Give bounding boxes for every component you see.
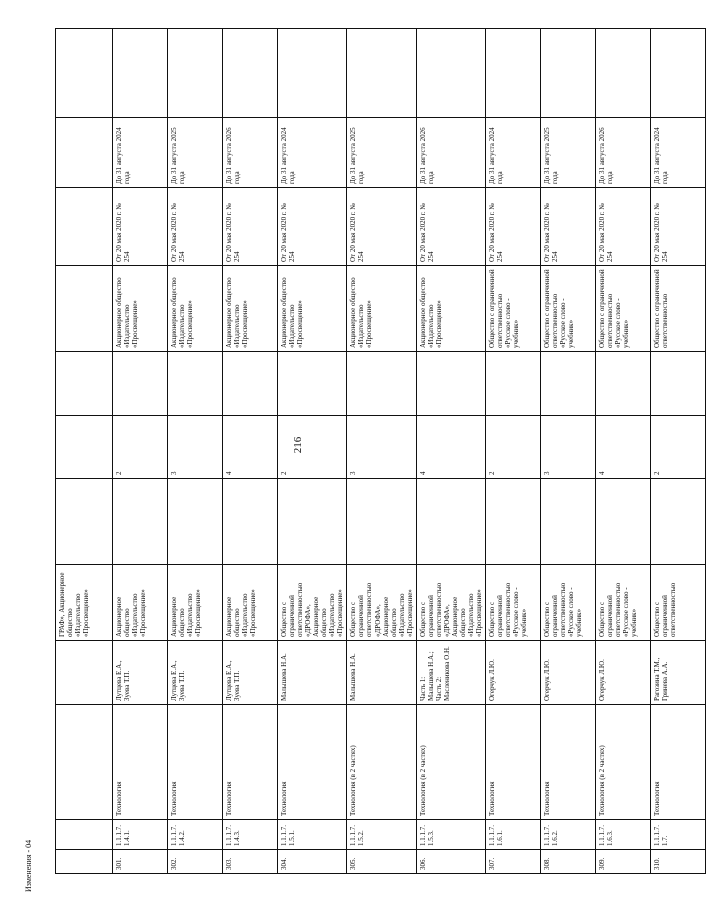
table-row (486, 29, 541, 874)
row-subject: Технология (168, 705, 223, 820)
row-organization: Акционерное общество «Издательство «Просвещение» (113, 266, 168, 352)
row-publisher: Акционерное общество «Издательство «Просвещение» (168, 565, 223, 641)
table-row (541, 29, 596, 874)
table-row (168, 29, 223, 874)
header-cell (56, 118, 113, 188)
header-cell (56, 416, 113, 479)
header-cell (56, 850, 113, 874)
row-code: 1.1.1.7.1.4.3. (223, 820, 278, 850)
header-cell: ГРАФ», Акционерное общество «Издательство «Просвещение» (56, 565, 113, 641)
row-organization: Акционерное общество «Издательство «Просвещение» (416, 266, 485, 352)
row-publisher: Акционерное общество «Издательство «Просвещение» (223, 565, 278, 641)
row-blank (596, 352, 651, 416)
row-code: 1.1.1.7.1.4.2. (168, 820, 223, 850)
row-grade: 3 (541, 416, 596, 479)
row-blank (651, 352, 706, 416)
row-extra (486, 29, 541, 118)
row-number: 301. (113, 850, 168, 874)
row-number: 302. (168, 850, 223, 874)
row-code: 1.1.1.7.1.7. (651, 820, 706, 850)
table-body (56, 29, 706, 874)
row-subject: Технология (223, 705, 278, 820)
row-publisher: Общество с ограниченной ответственностью «Русское слово - учебник» (486, 565, 541, 641)
row-grade: 4 (596, 416, 651, 479)
row-subject: Технология (486, 705, 541, 820)
row-extra (113, 29, 168, 118)
row-order: От 20 мая 2020 г. № 254 (541, 188, 596, 266)
header-cell (56, 820, 113, 850)
row-organization: Акционерное общество «Издательство «Просвещение» (223, 266, 278, 352)
row-blank (347, 479, 416, 565)
row-authors: Лутцева Е.А., Зуева Т.П. (113, 641, 168, 705)
row-blank (278, 479, 347, 565)
row-organization: Общество с ограниченной ответственностью «Русское слово - учебник» (541, 266, 596, 352)
row-order: От 20 мая 2020 г. № 254 (347, 188, 416, 266)
row-subject: Технология (651, 705, 706, 820)
row-term: До 31 августа 2026 года (223, 118, 278, 188)
footer-note: Изменения - 04 (24, 839, 33, 892)
row-term: До 31 августа 2025 года (541, 118, 596, 188)
table-header-row (56, 29, 113, 874)
row-organization: Акционерное общество «Издательство «Просвещение» (347, 266, 416, 352)
header-cell (56, 479, 113, 565)
row-order: От 20 мая 2020 г. № 254 (416, 188, 485, 266)
row-number: 303. (223, 850, 278, 874)
row-publisher: Акционерное общество «Издательство «Просвещение» (113, 565, 168, 641)
row-grade: 3 (168, 416, 223, 479)
row-code: 1.1.1.7.1.4.1. (113, 820, 168, 850)
row-number: 305. (347, 850, 416, 874)
row-grade: 2 (278, 416, 347, 479)
table-row (223, 29, 278, 874)
row-code: 1.1.1.7.1.6.2. (541, 820, 596, 850)
row-blank (486, 352, 541, 416)
row-authors: Рагозина Т.М., Гринева А.А. (651, 641, 706, 705)
row-term: До 31 августа 2025 года (347, 118, 416, 188)
row-blank (223, 479, 278, 565)
row-subject: Технология (278, 705, 347, 820)
row-number: 307. (486, 850, 541, 874)
row-authors: Малышева Н.А. (278, 641, 347, 705)
header-cell (56, 705, 113, 820)
row-order: От 20 мая 2020 г. № 254 (596, 188, 651, 266)
row-authors: Огерчук Л.Ю. (541, 641, 596, 705)
row-blank (278, 352, 347, 416)
row-term: До 31 августа 2026 года (416, 118, 485, 188)
row-code: 1.1.1.7.1.6.3. (596, 820, 651, 850)
row-extra (223, 29, 278, 118)
header-cell (56, 641, 113, 705)
row-order: От 20 мая 2020 г. № 254 (168, 188, 223, 266)
row-extra (596, 29, 651, 118)
row-blank (416, 479, 485, 565)
row-order: От 20 мая 2020 г. № 254 (486, 188, 541, 266)
table-row (347, 29, 416, 874)
row-term: До 31 августа 2025 года (168, 118, 223, 188)
row-blank (168, 479, 223, 565)
row-grade: 4 (223, 416, 278, 479)
row-publisher: Общество с ограниченной ответственностью «ДРОФА», Акционерное общество «Издательство «Просвещение» (416, 565, 485, 641)
row-subject: Технология (в 2 частях) (416, 705, 485, 820)
table-row (651, 29, 706, 874)
row-subject: Технология (в 2 частях) (596, 705, 651, 820)
table-row (278, 29, 347, 874)
row-extra (416, 29, 485, 118)
row-order: От 20 мая 2020 г. № 254 (223, 188, 278, 266)
row-number: 309. (596, 850, 651, 874)
row-term: До 31 августа 2026 года (596, 118, 651, 188)
row-authors: Часть 1: Малышева Н.А.; Часть 2: Масленикова О.Н. (416, 641, 485, 705)
row-code: 1.1.1.7.1.6.1. (486, 820, 541, 850)
row-blank (168, 352, 223, 416)
row-organization: Общество с ограниченной ответственностью «Русское слово - учебник» (596, 266, 651, 352)
header-cell (56, 29, 113, 118)
page-number: 216 (292, 436, 304, 454)
table-row (113, 29, 168, 874)
row-term: До 31 августа 2024 года (651, 118, 706, 188)
row-organization: Акционерное общество «Издательство «Просвещение» (278, 266, 347, 352)
row-subject: Технология (541, 705, 596, 820)
row-blank (113, 352, 168, 416)
row-number: 304. (278, 850, 347, 874)
row-subject: Технология (113, 705, 168, 820)
row-grade: 4 (416, 416, 485, 479)
row-authors: Лутцева Е.А., Зуева Т.П. (223, 641, 278, 705)
row-extra (541, 29, 596, 118)
row-organization: Общество с ограниченной ответственностью (651, 266, 706, 352)
row-order: От 20 мая 2020 г. № 254 (113, 188, 168, 266)
table-row (416, 29, 485, 874)
row-grade: 3 (347, 416, 416, 479)
row-grade: 2 (651, 416, 706, 479)
row-publisher: Общество с ограниченной ответственностью «ДРОФА», Акционерное общество «Издательство «Просвещение» (347, 565, 416, 641)
row-blank (113, 479, 168, 565)
row-number: 308. (541, 850, 596, 874)
document-table-container (55, 29, 678, 874)
row-extra (168, 29, 223, 118)
row-organization: Акционерное общество «Издательство «Просвещение» (168, 266, 223, 352)
row-term: До 31 августа 2024 года (113, 118, 168, 188)
row-blank (541, 479, 596, 565)
row-term: До 31 августа 2024 года (278, 118, 347, 188)
row-blank (347, 352, 416, 416)
row-term: До 31 августа 2024 года (486, 118, 541, 188)
row-authors: Огерчук Л.Ю. (596, 641, 651, 705)
row-blank (651, 479, 706, 565)
row-order: От 20 мая 2020 г. № 254 (278, 188, 347, 266)
row-order: От 20 мая 2020 г. № 254 (651, 188, 706, 266)
row-number: 306. (416, 850, 485, 874)
row-code: 1.1.1.7.1.5.1. (278, 820, 347, 850)
row-blank (486, 479, 541, 565)
header-cell (56, 188, 113, 266)
row-extra (347, 29, 416, 118)
row-blank (596, 479, 651, 565)
row-publisher: Общество с ограниченной ответственностью «ДРОФА», Акционерное общество «Издательство «Просвещение» (278, 565, 347, 641)
row-code: 1.1.1.7.1.5.2. (347, 820, 416, 850)
row-blank (416, 352, 485, 416)
row-authors: Лутцева Е.А., Зуева Т.П. (168, 641, 223, 705)
row-authors: Огерчук Л.Ю. (486, 641, 541, 705)
header-cell (56, 266, 113, 352)
row-blank (541, 352, 596, 416)
textbook-list-table (55, 28, 706, 874)
row-number: 310. (651, 850, 706, 874)
row-publisher: Общество с ограниченной ответственностью (651, 565, 706, 641)
row-subject: Технология (в 2 частях) (347, 705, 416, 820)
row-grade: 2 (113, 416, 168, 479)
table-row (596, 29, 651, 874)
row-organization: Общество с ограниченной ответственностью «Русское слово - учебник» (486, 266, 541, 352)
row-authors: Малышева Н.А. (347, 641, 416, 705)
row-extra (278, 29, 347, 118)
row-extra (651, 29, 706, 118)
row-blank (223, 352, 278, 416)
row-code: 1.1.1.7.1.5.3. (416, 820, 485, 850)
row-publisher: Общество с ограниченной ответственностью «Русское слово - учебник» (541, 565, 596, 641)
row-publisher: Общество с ограниченной ответственностью «Русское слово - учебник» (596, 565, 651, 641)
row-grade: 2 (486, 416, 541, 479)
header-cell (56, 352, 113, 416)
